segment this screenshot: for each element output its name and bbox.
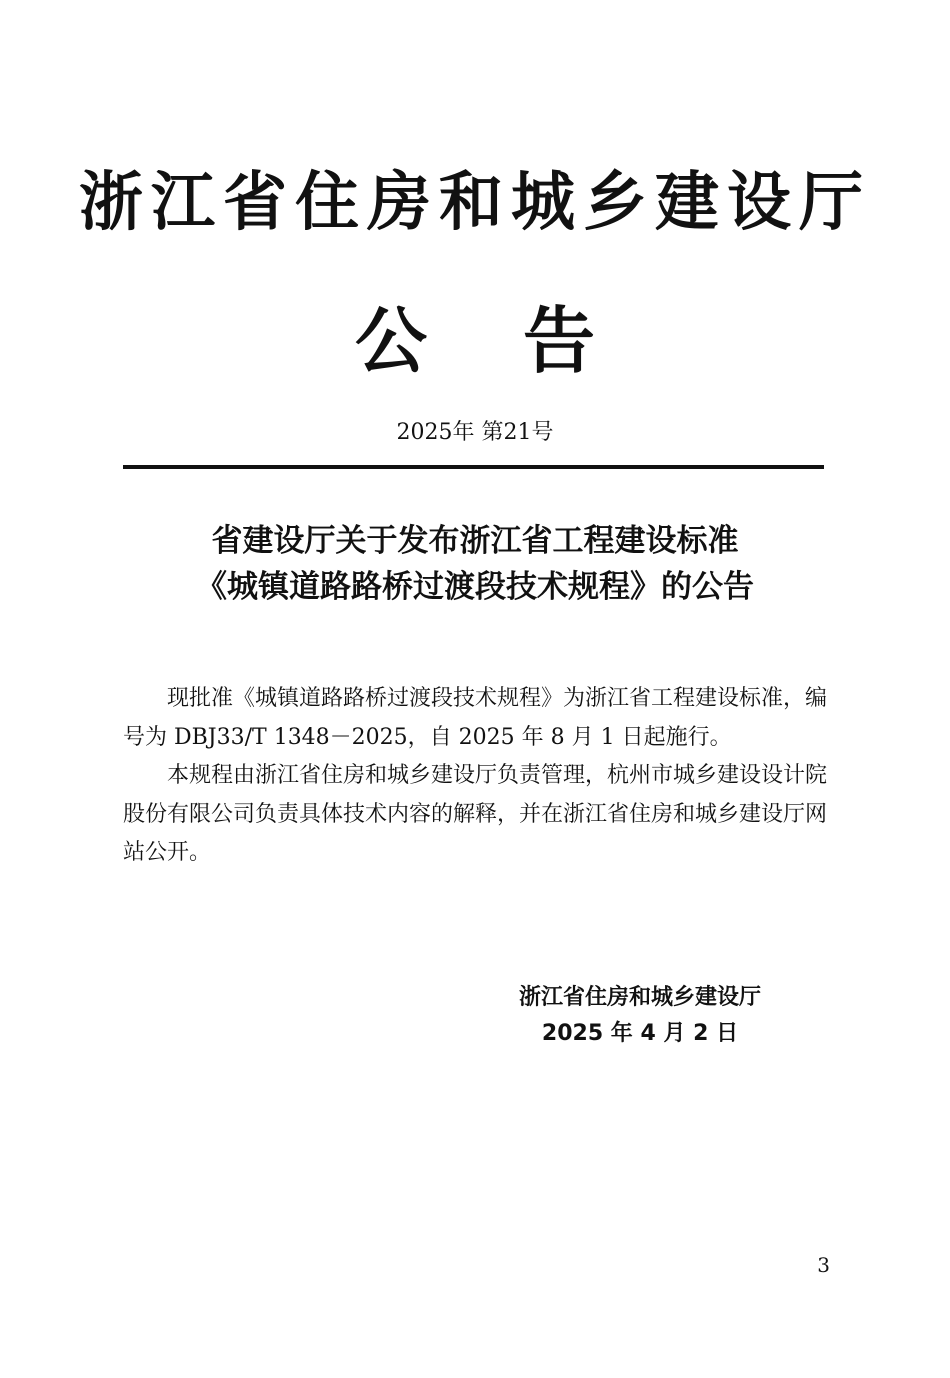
signature-date: 2025 年 4 月 2 日 bbox=[541, 1021, 739, 1046]
notice-body bbox=[123, 680, 827, 873]
body-paragraph-2: 本规程由浙江省住房和城乡建设厅负责管理，杭州市城乡建设设计院股份有限公司负责具体技术内容的解释，并在浙江省住房和城乡建设厅网站公开。 bbox=[123, 763, 828, 865]
signature-block bbox=[480, 980, 800, 1052]
header-divider bbox=[123, 465, 824, 469]
document-number: 2025年 第21号 bbox=[396, 420, 554, 445]
body-paragraph-1: 现批准《城镇道路路桥过渡段技术规程》为浙江省工程建设标准，编号为 DBJ33/T 1348－2025，自 2025 年 8 月 1 日起施行。 bbox=[123, 686, 828, 750]
notice-title-line-2: 《城镇道路路桥过渡段技术规程》的公告 bbox=[196, 569, 754, 605]
document-type-char-1: 公 bbox=[354, 299, 427, 383]
page-number: 3 bbox=[817, 1253, 830, 1277]
issuer-heading: 浙江省住房和城乡建设厅 bbox=[79, 166, 871, 240]
notice-title bbox=[0, 518, 950, 610]
signature-organization: 浙江省住房和城乡建设厅 bbox=[518, 985, 761, 1010]
notice-title-line-1: 省建设厅关于发布浙江省工程建设标准 bbox=[211, 523, 739, 559]
document-type-char-2: 告 bbox=[523, 299, 596, 383]
document-type-heading bbox=[0, 296, 950, 386]
